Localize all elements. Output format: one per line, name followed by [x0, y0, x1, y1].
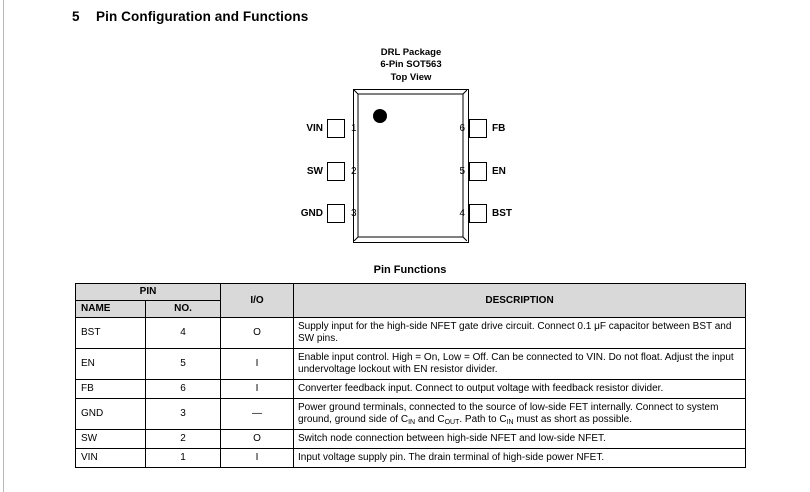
cell-name: GND — [76, 399, 146, 430]
pin-gnd-number: 3 — [351, 208, 357, 219]
section-heading — [72, 9, 308, 24]
pin-row-sw — [270, 162, 357, 181]
cell-description: Supply input for the high-side NFET gate drive circuit. Connect 0.1 μF capacitor between BST and SW pins. — [294, 318, 746, 349]
pin-functions-title: Pin Functions — [373, 264, 447, 276]
cell-name: EN — [76, 349, 146, 380]
pin-fb-number: 6 — [459, 123, 465, 134]
cell-io: I — [221, 349, 294, 380]
pin-gnd-label: GND — [300, 208, 323, 219]
pin1-indicator-dot — [373, 109, 387, 123]
header-description: DESCRIPTION — [294, 284, 746, 318]
pin-sw-label: SW — [306, 166, 323, 177]
cell-io: I — [221, 449, 294, 468]
cell-no: 4 — [146, 318, 221, 349]
header-name: NAME — [76, 301, 146, 318]
cell-no: 6 — [146, 380, 221, 399]
cell-name: SW — [76, 430, 146, 449]
pin-en-lead — [469, 162, 487, 181]
table-row-en — [76, 349, 746, 380]
page-edge-line — [3, 0, 4, 492]
package-pin-count: 6-Pin SOT563 — [380, 59, 442, 71]
pin-vin-lead — [327, 119, 345, 138]
table-header-row-1 — [76, 284, 746, 301]
table-row-vin — [76, 449, 746, 468]
pin-sw-number: 2 — [351, 166, 357, 177]
cell-io: O — [221, 318, 294, 349]
table-row-bst — [76, 318, 746, 349]
pin-row-bst — [451, 204, 512, 223]
cell-no: 5 — [146, 349, 221, 380]
cell-name: FB — [76, 380, 146, 399]
cell-description: Switch node connection between high-side NFET and low-side NFET. — [294, 430, 746, 449]
pin-row-gnd — [270, 204, 357, 223]
pin-vin-number: 1 — [351, 123, 357, 134]
cell-io: I — [221, 380, 294, 399]
cell-io: — — [221, 399, 294, 430]
cell-description: Input voltage supply pin. The drain terminal of high-side power NFET. — [294, 449, 746, 468]
cell-description: Converter feedback input. Connect to output voltage with feedback resistor divider. — [294, 380, 746, 399]
pin-row-en — [451, 162, 506, 181]
package-view: Top View — [390, 71, 432, 83]
header-io: I/O — [221, 284, 294, 318]
pin-row-vin — [270, 119, 357, 138]
pin-en-number: 5 — [459, 166, 465, 177]
pin-bst-lead — [469, 204, 487, 223]
pin-fb-label: FB — [492, 123, 506, 134]
pin-bst-number: 4 — [459, 208, 465, 219]
table-row-sw — [76, 430, 746, 449]
cell-description: Enable input control. High = On, Low = Off. Can be connected to VIN. Do not float. Adjust the input undervoltage lockout with EN resistor divider. — [294, 349, 746, 380]
section-number: 5 — [72, 9, 80, 24]
header-no: NO. — [146, 301, 221, 318]
cell-no: 3 — [146, 399, 221, 430]
pin-gnd-lead — [327, 204, 345, 223]
table-row-gnd — [76, 399, 746, 430]
cell-no: 1 — [146, 449, 221, 468]
package-label — [330, 47, 492, 84]
cell-description: Power ground terminals, connected to the source of low-side FET internally. Connect to system ground, ground side of $C_{IN}$ and $C_{OUT}$. Path to $C_{IN}$ must as short as possible. — [294, 399, 746, 430]
cell-name: BST — [76, 318, 146, 349]
cell-no: 2 — [146, 430, 221, 449]
table-row-fb — [76, 380, 746, 399]
package-name: DRL Package — [380, 47, 442, 58]
pin-row-fb — [451, 119, 505, 138]
section-title: Pin Configuration and Functions — [96, 9, 309, 24]
pin-bst-label: BST — [492, 208, 512, 219]
header-pin-group: PIN — [76, 284, 221, 301]
pin-en-label: EN — [492, 166, 506, 177]
pin-sw-lead — [327, 162, 345, 181]
pin-fb-lead — [469, 119, 487, 138]
pin-functions-table — [75, 283, 746, 468]
cell-name: VIN — [76, 449, 146, 468]
cell-io: O — [221, 430, 294, 449]
pin-vin-label: VIN — [306, 123, 323, 134]
